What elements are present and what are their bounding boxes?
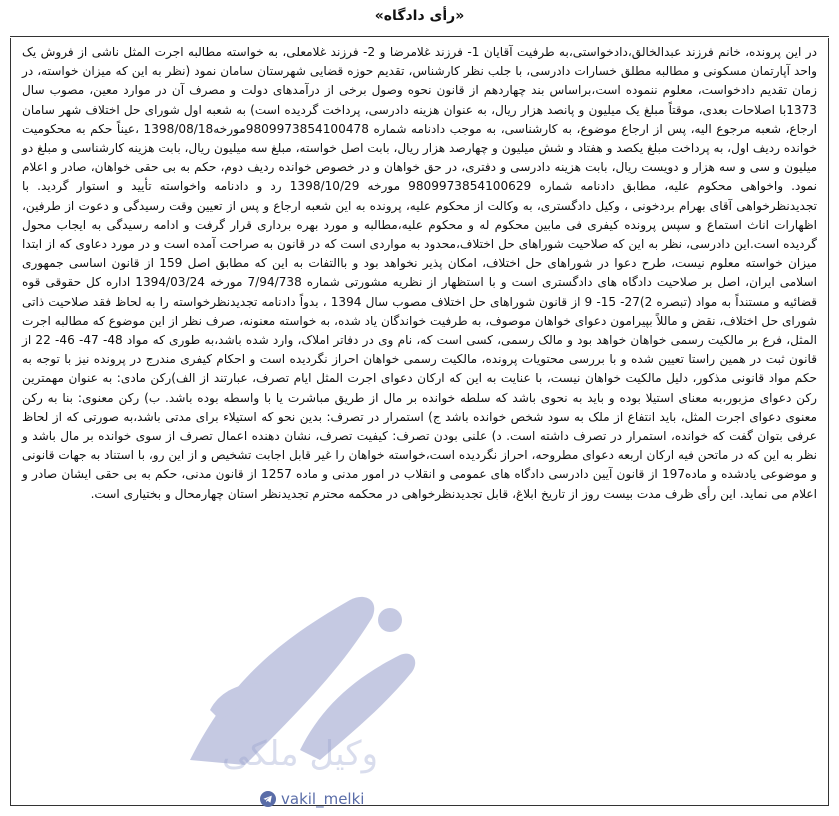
watermark-text: وکیل ملکی [221,734,379,774]
telegram-icon [260,791,276,807]
footer-handle [260,790,364,808]
footer-handle-text: vakil_melki [281,790,365,808]
title-divider [10,36,829,37]
verdict-body [22,43,817,504]
verdict-paragraph: در این پرونده، خانم فرزند عبدالخالق،دادخواستی،به طرفیت آقایان 1- فرزند غلامرضا و 2- فرزند غلامعلی، به خواسته مطالبه اجرت المثل ناشی از فروش یک واحد آپارتمان مسکونی و مطالبه مطلق خسارات دادرسی، با جلب نظر کارشناس، تقدیم حوزه قضایی شهرستان سامان نمود (نظر به این که میزان خواسته، در زمان تقدیم دادخواست، معلوم ننموده است،براساس بند چهاردهم از قانون نحوه وصول برخی از درآمدهای دولت و مصرف آن در موارد معین، مصوب سال 1373با اصلاحات بعدی، موقتاً مبلغ یک میلیون و پانصد هزار ریال، به عنوان هزینه دادرسی، پرداخت گردیده است) به شعبه اول شورای حل اختلاف شهر سامان ارجاع، شعبه مرجوع الیه، پس از ارجاع موضوع، به کارشناسی، به موجب دادنامه شماره 9809973854100478مورخه1398/08/18 ،عیناً حکم به محکومیت خوانده ردیف اول، به پرداخت مبلغ یکصد و هفتاد و شش میلیون و چهارصد هزار ریال، بابت اصل خواسته، مبلغ سه میلیون ریال، بابت هزینه کارشناسی و مبلغ دو میلیون و سی و سه هزار و دویست ریال، بابت هزینه دادرسی و دفتری، در حق خواهان و در خصوص خوانده ردیف دوم، حکم به بی حقی خواهان، صادر و اعلام نمود. واخواهی محکوم علیه، مطابق دادنامه شماره 9809973854100629 مورخه 1398/10/29 رد و دادنامه واخواسته تأیید و استوار گردید. با تجدیدنظرخواهی آقای بهرام بردخونی ، وکیل دادگستری، به وکالت از محکوم علیه، پرونده به این شعبه ارجاع و پس از تعیین وقت رسیدگی و دعوت از طرفین، اظهارات اناث استماع و سپس پرونده کیفری فی مابین محکوم له و محکوم علیه،مطالبه و مورد بهره برداری قرار گرفت و ادامه رسیدگی به ایجاب محول گردیده است.این دادرسی، نظر به این که صلاحیت شوراهای حل اختلاف،محدود به مواردی است که در قانون به صراحت آمده است و در مورد دعاوی که از ابتدا میزان خواسته معلوم نیست، طرح دعوا در شوراهای حل اختلاف، امکان پذیر نخواهد بود و باالتفات به این که مطابق اصل 159 از قانون اساسی جمهوری اسلامی ایران، اصل بر صلاحیت دادگاه های دادگستری است و با استظهار از نظریه مشورتی شماره 7/94/738 مورخه 1394/03/24 اداره کل حقوقی قوه قضائیه و مستنداً به مواد (تبصره 2)27- 15- 9 از قانون شوراهای حل اختلاف مصوب سال 1394 ، بدواً دادنامه تجدیدنظرخواسته را به لحاظ فقد صلاحیت ذاتی شورای حل اختلاف، نقض و ماللاً بپیرامون دعوای خواهان موصوف، به طرفیت خواندگان یاد شده، به خواسته معنونه، صرف نظر از این موضوع که مطالبه اجرت المثل، فرع بر مالکیت رسمی خواهان خواهد بود و مالک رسمی، کسی است که، نام وی در دفاتر املاک، وارد شده باشد،به طوری که مواد 48- 47- 46- 22 از قانون ثبت در همین راستا تعیین شده و با بررسی محتویات پرونده، مالکیت رسمی خواهان احراز نگردیده است و احکام کیفری مندرج در پرونده نیز با توجه به حکم مواد قانونی مذکور، دلیل مالکیت خواهان نیست، با عنایت به این که ارکان دعوای اجرت المثل ایام تصرف، عبارتند از الف)رکن مادی: به عنوان مهمترین رکن دعوای مزبور،به معنای استیلا بوده و باید به نحوی باشد که سلطه خوانده بر مال از طریق مباشرت یا با واسطه بوده باشد. ب) رکن معنوی: بنا به رکن معنوی دعوای اجرت المثل، باید انتفاع از ملک به سود شخص خوانده باشد ج) استمرار در تصرف: بدین نحو که استیلاء برای مدتی باشد،به صورتی که از لحاظ عرفی بتوان گفت که خوانده، استمرار در تصرف داشته است. د) علنی بودن تصرف: کیفیت تصرف، نشان دهنده اعمال تصرف از سوی خوانده بر مال باشد و نظر به این که در ماتحن فیه ارکان اربعه دعوای مطروحه، احراز نگردیده است،خواسته خواهان را غیر قابل اجابت تشخیص و از این رو، با استناد به جهات قانونی و موضوعی یادشده و ماده197 از قانون آیین دادرسی دادگاه های عمومی و انقلاب در امور مدنی و ماده 1257 از قانون مدنی، حکم به بی حقی ایشان صادر و اعلام می نماید. این رأی ظرف مدت بیست روز از تاریخ ابلاغ، قابل تجدیدنظرخواهی در محکمه محترم تجدیدنظر استان چهارمحال و بختیاری است. [22,45,818,501]
document-title: «رأی دادگاه» [374,8,465,24]
